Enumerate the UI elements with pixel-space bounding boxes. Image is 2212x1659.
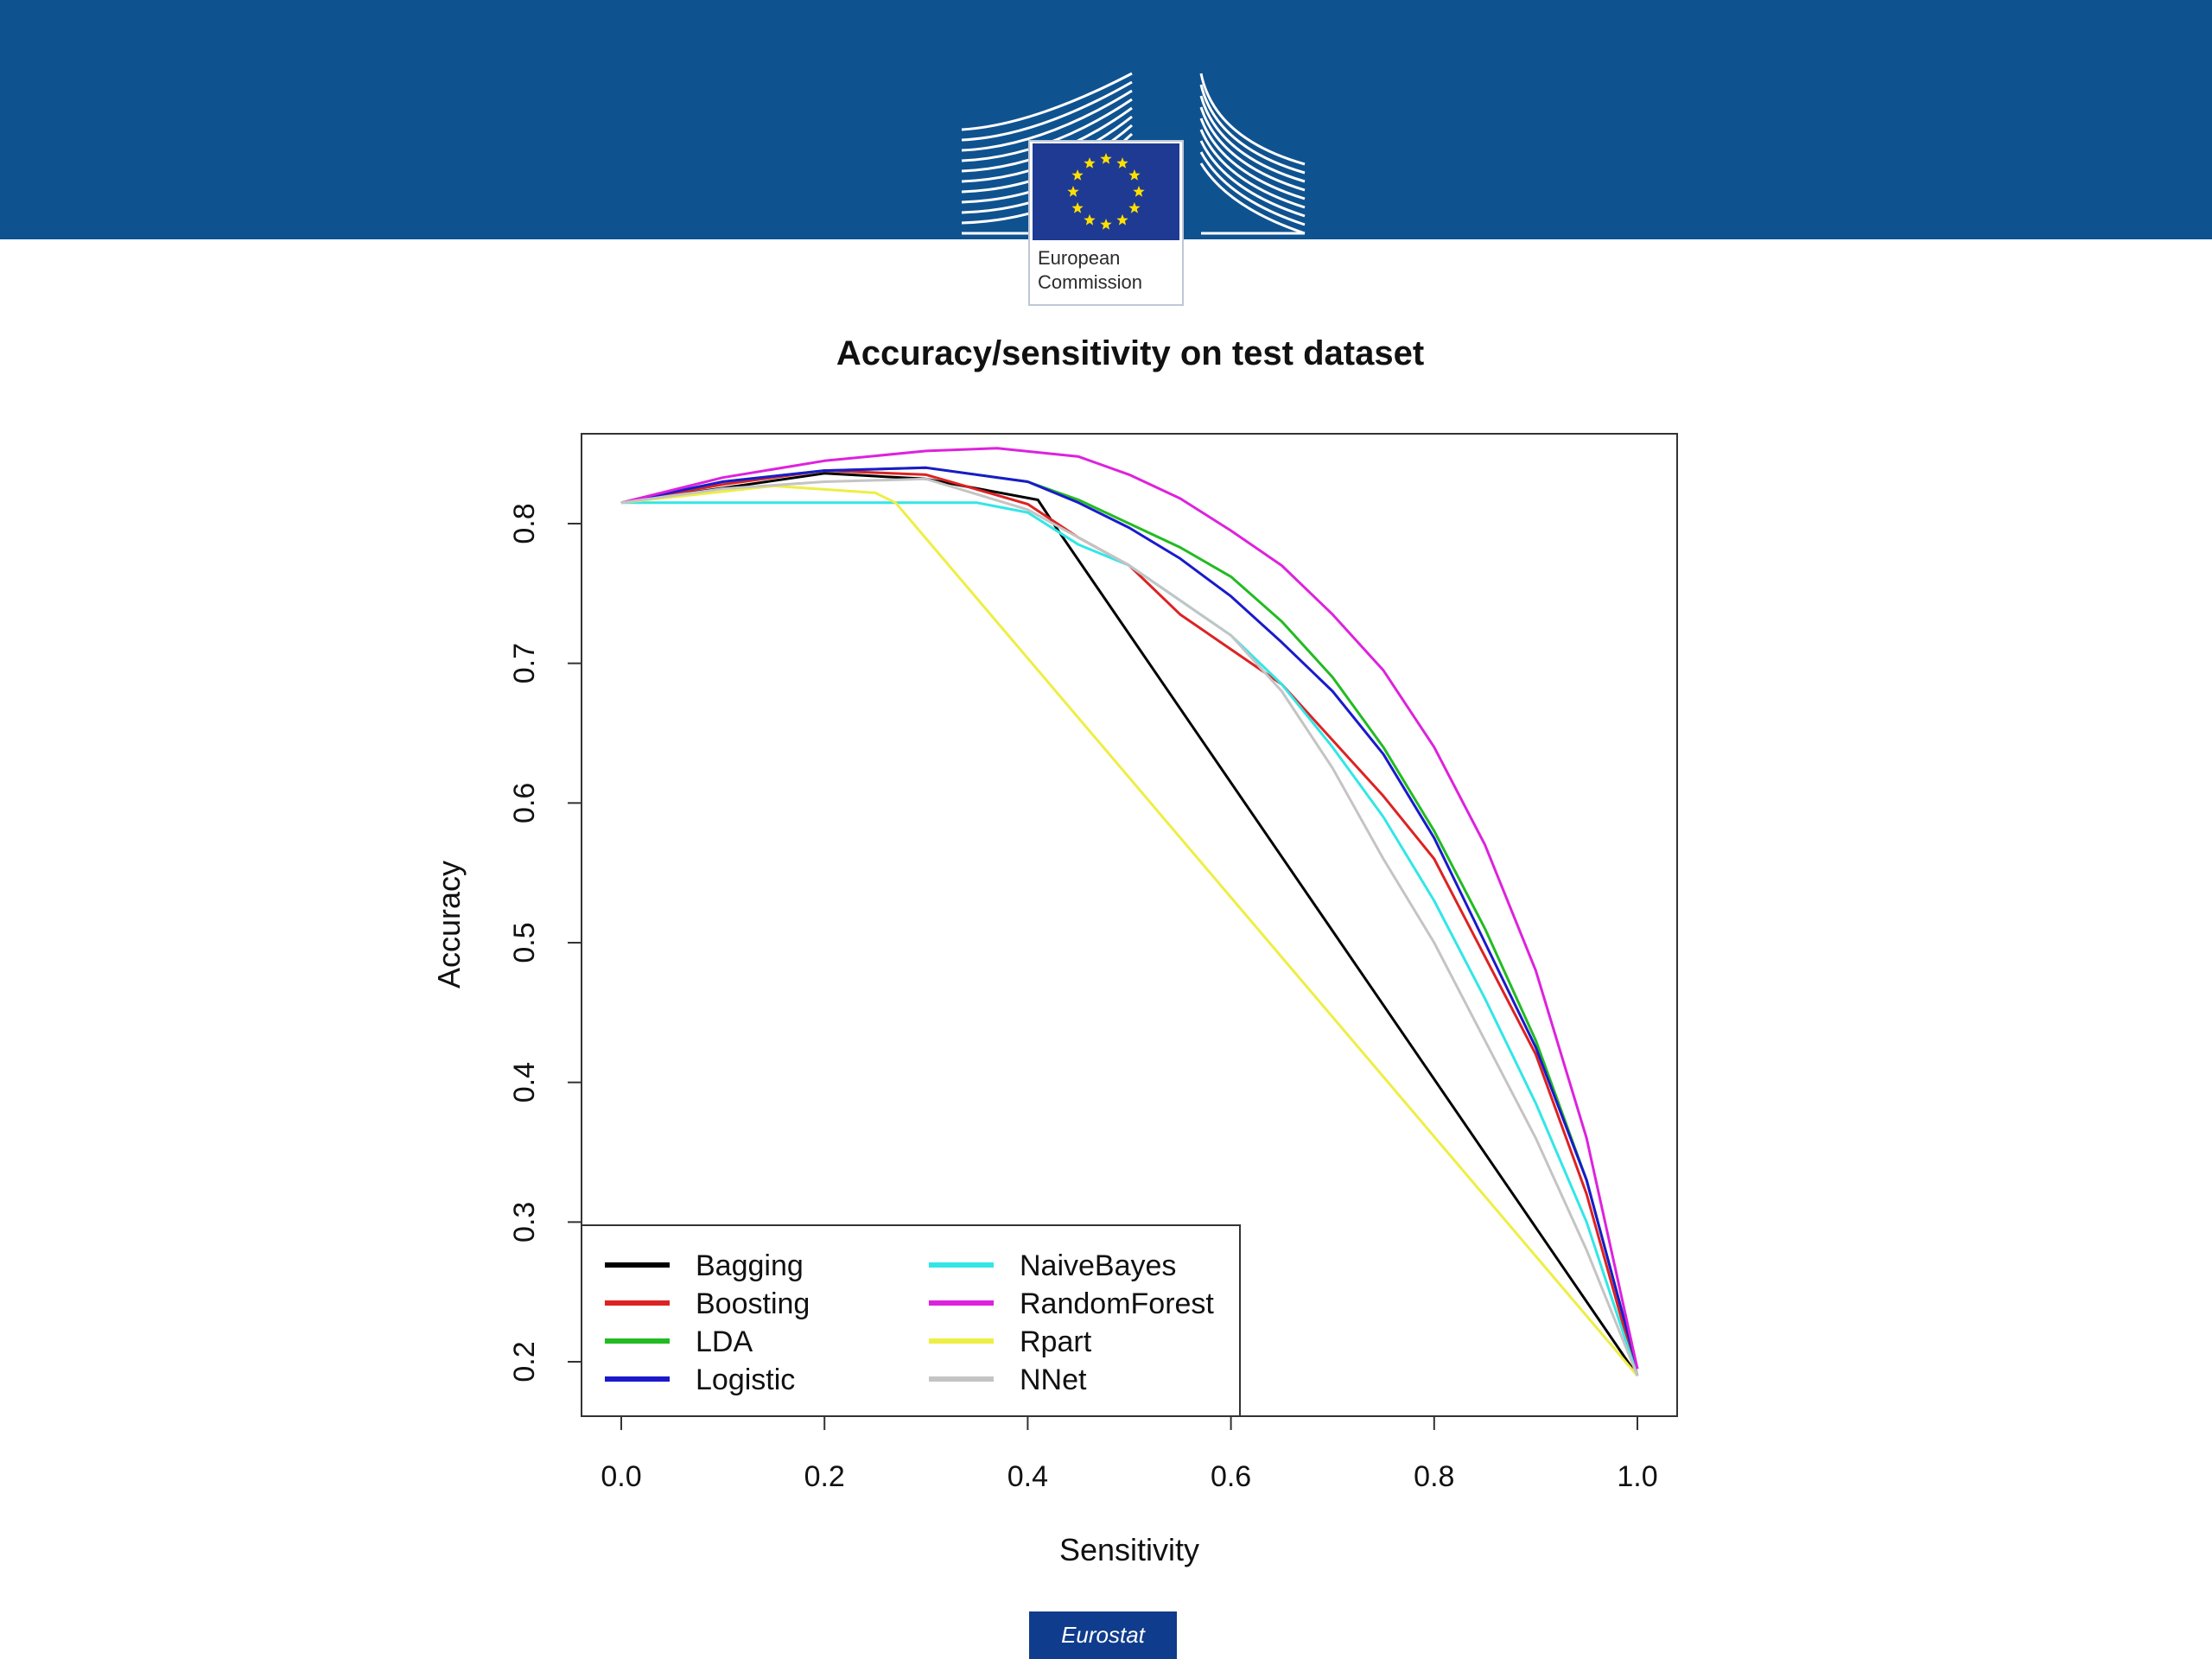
y-tick-label: 0.7 — [508, 643, 541, 684]
legend-label-rpart: Rpart — [1020, 1325, 1092, 1358]
legend-label-logistic: Logistic — [696, 1363, 796, 1396]
legend-label-bagging: Bagging — [696, 1249, 804, 1282]
logo-text-line1: European — [1038, 247, 1121, 269]
y-tick-label: 0.2 — [508, 1341, 541, 1382]
x-tick-label: 0.2 — [804, 1460, 845, 1493]
y-tick-label: 0.8 — [508, 503, 541, 544]
x-axis-label: Sensitivity — [1058, 1532, 1200, 1567]
eurostat-badge-label: Eurostat — [1061, 1622, 1145, 1648]
y-tick-label: 0.5 — [508, 922, 541, 963]
x-tick-label: 0.6 — [1210, 1460, 1252, 1493]
x-tick-label: 0.8 — [1414, 1460, 1455, 1493]
y-axis-label: Accuracy — [431, 860, 467, 989]
eurostat-badge — [1029, 1611, 1177, 1659]
legend-label-lda: LDA — [696, 1325, 753, 1358]
logo-text-line2: Commission — [1038, 271, 1143, 293]
x-tick-label: 1.0 — [1617, 1460, 1658, 1493]
x-tick-label: 0.4 — [1007, 1460, 1049, 1493]
chart-title: Accuracy/sensitivity on test dataset — [836, 334, 1425, 372]
y-tick-label: 0.6 — [508, 782, 541, 823]
legend-label-nnet: NNet — [1020, 1363, 1087, 1396]
y-tick-label: 0.4 — [508, 1062, 541, 1103]
legend — [582, 1225, 1240, 1416]
y-axis — [508, 503, 582, 1382]
legend-label-boosting: Boosting — [696, 1287, 810, 1320]
legend-label-naivebayes: NaiveBayes — [1020, 1249, 1177, 1282]
x-axis — [601, 1416, 1657, 1493]
legend-label-randomforest: RandomForest — [1020, 1287, 1214, 1320]
x-tick-label: 0.0 — [601, 1460, 642, 1493]
y-tick-label: 0.3 — [508, 1201, 541, 1243]
